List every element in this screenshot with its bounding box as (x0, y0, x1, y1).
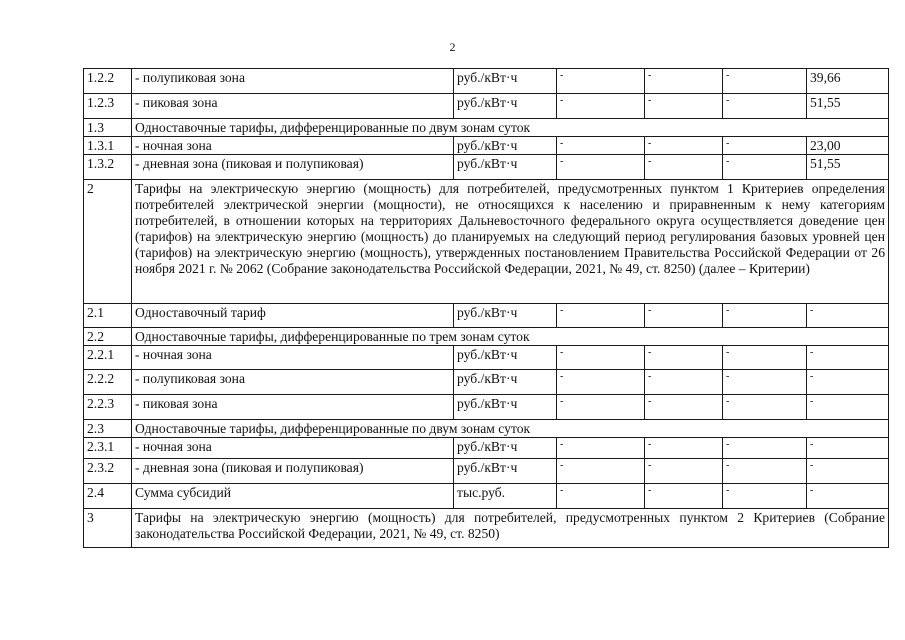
row-value: - (723, 69, 807, 94)
row-value: - (557, 395, 645, 420)
row-number: 3 (84, 509, 132, 548)
row-name: - пиковая зона (132, 94, 454, 119)
row-number: 2.4 (84, 484, 132, 509)
row-unit: руб./кВт·ч (454, 69, 557, 94)
row-unit: руб./кВт·ч (454, 346, 557, 370)
row-number: 2.3.2 (84, 459, 132, 484)
row-value: - (723, 94, 807, 119)
row-value: - (807, 484, 889, 509)
table-row-section (84, 119, 889, 137)
row-number: 2.3.1 (84, 438, 132, 459)
section-description: Тарифы на электрическую энергию (мощность) для потребителей, предусмотренных пунктом 2 Критериев (Собрание законодательства Российской Федерации, 2021, № 49, ст. 8250) (132, 509, 889, 548)
table-row-section (84, 509, 889, 548)
row-value: - (723, 438, 807, 459)
row-number: 1.3 (84, 119, 132, 137)
row-value: 51,55 (807, 94, 889, 119)
row-unit: руб./кВт·ч (454, 304, 557, 328)
row-value: - (557, 438, 645, 459)
row-value: 39,66 (807, 69, 889, 94)
row-value: - (645, 155, 723, 180)
row-value: - (557, 137, 645, 155)
row-value: - (557, 94, 645, 119)
row-value: - (557, 484, 645, 509)
row-name: Сумма субсидий (132, 484, 454, 509)
row-name: - полупиковая зона (132, 370, 454, 395)
row-unit: руб./кВт·ч (454, 94, 557, 119)
table-row (84, 69, 889, 94)
row-unit: руб./кВт·ч (454, 155, 557, 180)
row-number: 1.2.3 (84, 94, 132, 119)
row-value: - (723, 346, 807, 370)
table-row-section (84, 420, 889, 438)
row-value: - (723, 137, 807, 155)
row-name: - дневная зона (пиковая и полупиковая) (132, 459, 454, 484)
row-number: 2 (84, 180, 132, 304)
row-name: - ночная зона (132, 438, 454, 459)
row-value: - (557, 346, 645, 370)
row-value: - (645, 395, 723, 420)
row-value: - (645, 484, 723, 509)
row-number: 1.3.1 (84, 137, 132, 155)
row-value: - (645, 69, 723, 94)
row-number: 2.3 (84, 420, 132, 438)
row-value: - (723, 370, 807, 395)
row-value: - (645, 304, 723, 328)
row-value: - (807, 438, 889, 459)
table-row-section (84, 328, 889, 346)
section-title: Одноставочные тарифы, дифференцированные по двум зонам суток (132, 119, 889, 137)
row-value: 23,00 (807, 137, 889, 155)
row-value: - (557, 69, 645, 94)
row-value: - (723, 304, 807, 328)
row-name: - пиковая зона (132, 395, 454, 420)
table-row (84, 304, 889, 328)
row-unit: тыс.руб. (454, 484, 557, 509)
row-value: - (807, 370, 889, 395)
row-value: - (807, 459, 889, 484)
row-number: 1.3.2 (84, 155, 132, 180)
row-value: - (723, 395, 807, 420)
row-number: 2.1 (84, 304, 132, 328)
row-name: - ночная зона (132, 137, 454, 155)
row-value: - (645, 370, 723, 395)
section-title: Одноставочные тарифы, дифференцированные по трем зонам суток (132, 328, 889, 346)
row-number: 2.2.2 (84, 370, 132, 395)
row-unit: руб./кВт·ч (454, 395, 557, 420)
table-row-section (84, 180, 889, 304)
row-unit: руб./кВт·ч (454, 137, 557, 155)
table-row (84, 155, 889, 180)
row-number: 2.2.1 (84, 346, 132, 370)
row-value: - (645, 137, 723, 155)
row-value: - (557, 304, 645, 328)
row-name: - ночная зона (132, 346, 454, 370)
section-title: Одноставочные тарифы, дифференцированные по двум зонам суток (132, 420, 889, 438)
row-name: - полупиковая зона (132, 69, 454, 94)
row-unit: руб./кВт·ч (454, 438, 557, 459)
tariff-table (83, 68, 889, 548)
row-value: - (723, 155, 807, 180)
row-value: - (723, 459, 807, 484)
row-value: - (807, 304, 889, 328)
row-name: Одноставочный тариф (132, 304, 454, 328)
row-number: 1.2.2 (84, 69, 132, 94)
row-name: - дневная зона (пиковая и полупиковая) (132, 155, 454, 180)
row-value: - (807, 395, 889, 420)
row-value: - (645, 346, 723, 370)
row-unit: руб./кВт·ч (454, 370, 557, 395)
row-value: - (645, 438, 723, 459)
table-row (84, 459, 889, 484)
table-row (84, 94, 889, 119)
table-row (84, 395, 889, 420)
row-number: 2.2 (84, 328, 132, 346)
page-number: 2 (449, 40, 456, 54)
table-row (84, 438, 889, 459)
table-row (84, 484, 889, 509)
row-value: - (645, 94, 723, 119)
row-value: - (645, 459, 723, 484)
table-row (84, 370, 889, 395)
row-value: - (557, 155, 645, 180)
table-row (84, 137, 889, 155)
row-value: - (807, 346, 889, 370)
row-value: - (557, 370, 645, 395)
table-row (84, 346, 889, 370)
row-value: - (557, 459, 645, 484)
section-description: Тарифы на электрическую энергию (мощность) для потребителей, предусмотренных пунктом 1 Критериев определения потребителей электрической энергии (мощности), не относящихся к населению и приравненным к нему категориям потребителей, в отношении которых на территориях Дальневосточного федерального округа осуществляется доведение цен (тарифов) на электрическую энергию (мощность) до планируемых на следующий период регулирования базовых уровней цен (тарифов) на электрическую энергию (мощность), утвержденных постановлением Правительства Российской Федерации от 26 ноября 2021 г. № 2062 (Собрание законодательства Российской Федерации, 2021, № 49, ст. 8250) (далее – Критерии) (132, 180, 889, 304)
row-value: 51,55 (807, 155, 889, 180)
row-value: - (723, 484, 807, 509)
row-unit: руб./кВт·ч (454, 459, 557, 484)
row-number: 2.2.3 (84, 395, 132, 420)
